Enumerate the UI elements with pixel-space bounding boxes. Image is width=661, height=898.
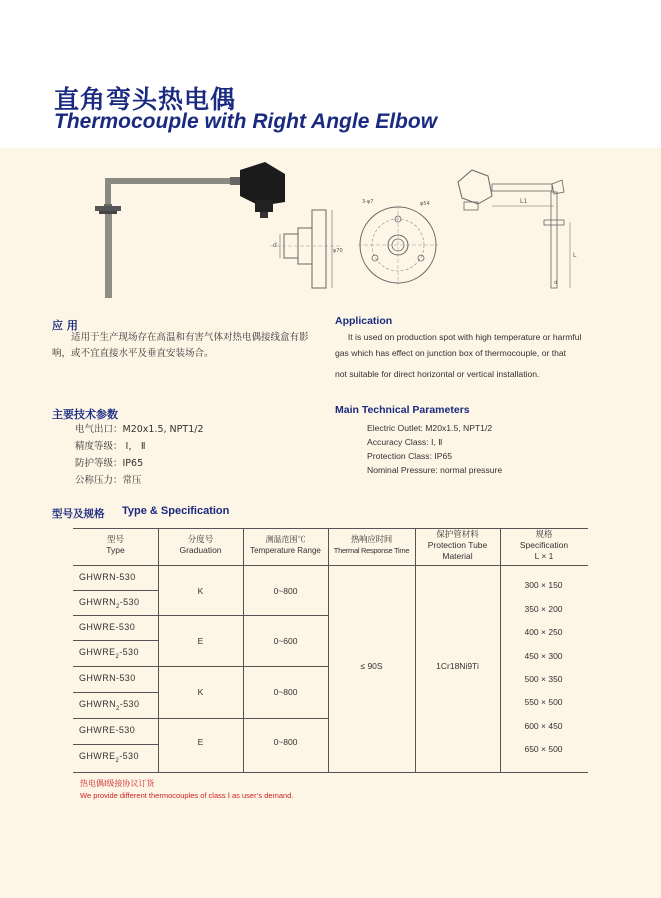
param-outlet-cn: 电气出口：M20x1.5, NPT1/2: [75, 424, 204, 435]
header-range: [243, 534, 328, 556]
group-divider: [73, 666, 328, 667]
param-protection-cn: 防护等级：IP65: [75, 458, 144, 469]
header-spec-dims: L × 1: [534, 551, 554, 561]
param-outlet-en: Electric Outlet: M20x1.5, NPT1/2: [367, 423, 493, 433]
col-divider: [415, 528, 416, 772]
application-text-en: [335, 329, 597, 382]
header-spec: [500, 529, 588, 562]
type-row: GHWRE-530: [79, 622, 136, 632]
page-title-en: Thermocouple with Right Angle Elbow: [54, 110, 438, 133]
header-spec-en: Specification: [519, 540, 569, 550]
application-heading-en: Application: [335, 315, 393, 327]
row-divider: [73, 640, 158, 641]
param-pressure-en: Nominal Pressure: normal pressure: [367, 465, 503, 475]
group-divider: [73, 615, 328, 616]
dim-phi70-label: φ70: [333, 248, 343, 254]
range-cell: 0~800: [273, 586, 298, 596]
holes-label: 3-φ7: [362, 199, 374, 205]
graduation-cell: K: [197, 586, 204, 596]
type-row: $GHWRN_2-530$: [79, 699, 140, 712]
params-heading-en: Main Technical Parameters: [335, 404, 470, 416]
header-material-en: Protection Tube: [427, 540, 488, 550]
col-divider: [328, 528, 329, 772]
pcd-label: φ54: [420, 201, 430, 207]
header-type-en: Type: [106, 545, 125, 555]
spec-item: 500 × 350: [524, 674, 563, 684]
params-list-en: [367, 421, 502, 477]
type-spec-table: [73, 528, 588, 773]
row-divider: [73, 744, 158, 745]
type-spec-heading-en: Type & Specification: [122, 505, 230, 517]
table-bottom-border: [73, 772, 588, 773]
l-label: L: [573, 252, 577, 259]
spec-item: 400 × 250: [524, 627, 563, 637]
page-title-cn: 直角弯头热电偶: [54, 85, 237, 114]
col-divider: [243, 528, 244, 772]
graduation-cell: E: [197, 636, 204, 646]
graduation-cell: E: [197, 737, 204, 747]
type-row: GHWRE-530: [79, 725, 136, 735]
params-heading-cn: 主要技术参数: [52, 408, 118, 421]
material-cell: 1Cr18Ni9Ti: [436, 661, 479, 671]
row-divider: [73, 590, 158, 591]
l1-label: L1: [520, 198, 528, 205]
dim-d-label: d: [273, 242, 277, 249]
range-cell: 0~800: [273, 737, 298, 747]
type-row: $GHWRE_2-530$: [79, 647, 139, 660]
d-label: d: [554, 280, 558, 286]
header-graduation-en: Graduation: [179, 545, 222, 555]
drawing-assembly-view: [450, 162, 590, 292]
col-divider: [158, 528, 159, 772]
header-type-cn: 型号: [106, 534, 124, 544]
type-row: $GHWRN_2-530$: [79, 597, 140, 610]
spec-item: 450 × 300: [524, 651, 563, 661]
param-accuracy-cn: 精度等级： Ⅰ， Ⅱ: [75, 441, 146, 452]
range-cell: 0~800: [273, 687, 298, 697]
header-range-cn: 测温范围℃: [265, 535, 306, 544]
type-spec-heading-cn: 型号及规格: [52, 508, 105, 520]
header-graduation-cn: 分度号: [187, 534, 214, 544]
note-en: We provide different thermocouples of class Ⅰ as user’s demand.: [80, 791, 294, 800]
header-graduation: [158, 534, 243, 556]
header-spec-cn: 规格: [535, 529, 553, 539]
header-response-en: Thermal Response Time: [333, 546, 410, 555]
param-protection-en: Protection Class: IP65: [367, 451, 453, 461]
type-row: GHWRN-530: [79, 572, 136, 582]
application-line-2: gas which has effect on junction box of thermocouple, or that: [335, 348, 567, 358]
header-material: [415, 529, 500, 562]
application-line-3: not suitable for direct horizontal or vertical installation.: [335, 369, 540, 379]
product-photo: [90, 160, 290, 305]
response-time-cell: ≤ 90S: [360, 661, 383, 671]
note-cn: 热电偶Ⅰ级接协议订货: [80, 779, 155, 788]
spec-item: 350 × 200: [524, 604, 563, 614]
spec-item: 600 × 450: [524, 721, 563, 731]
header-response: [328, 534, 415, 556]
drawing-side-view: [270, 200, 343, 295]
application-text-cn: 适用于生产现场存在高温和有害气体对热电偶接线盒有影响，或不宜直接水平及垂直安装场合。: [52, 332, 309, 359]
spec-item: 650 × 500: [524, 744, 563, 754]
header-material-en-2: Material: [442, 551, 473, 561]
row-divider: [73, 692, 158, 693]
param-pressure-cn: 公称压力：常压: [75, 475, 142, 486]
drawing-flange-view: [350, 195, 445, 290]
spec-item: 550 × 500: [524, 697, 563, 707]
header-material-cn: 保护管材料: [436, 529, 479, 539]
header-type: [73, 534, 158, 556]
header-range-en: Temperature Range: [250, 546, 321, 555]
header-response-cn: 热响应时间: [350, 534, 392, 544]
type-row: GHWRN-530: [79, 673, 136, 683]
range-cell: 0~600: [273, 636, 298, 646]
col-divider: [500, 528, 501, 772]
application-heading-cn: 应 用: [52, 319, 78, 332]
application-line-1: It is used on production spot with high temperature or harmful: [347, 332, 582, 342]
spec-item: 300 × 150: [524, 580, 563, 590]
group-divider: [73, 718, 328, 719]
graduation-cell: K: [197, 687, 204, 697]
param-accuracy-en: Accuracy Class: Ⅰ, Ⅱ: [367, 437, 443, 447]
type-row: $GHWRE_2-530$: [79, 751, 139, 764]
table-header-border: [73, 565, 588, 566]
params-list-cn: [75, 421, 203, 489]
